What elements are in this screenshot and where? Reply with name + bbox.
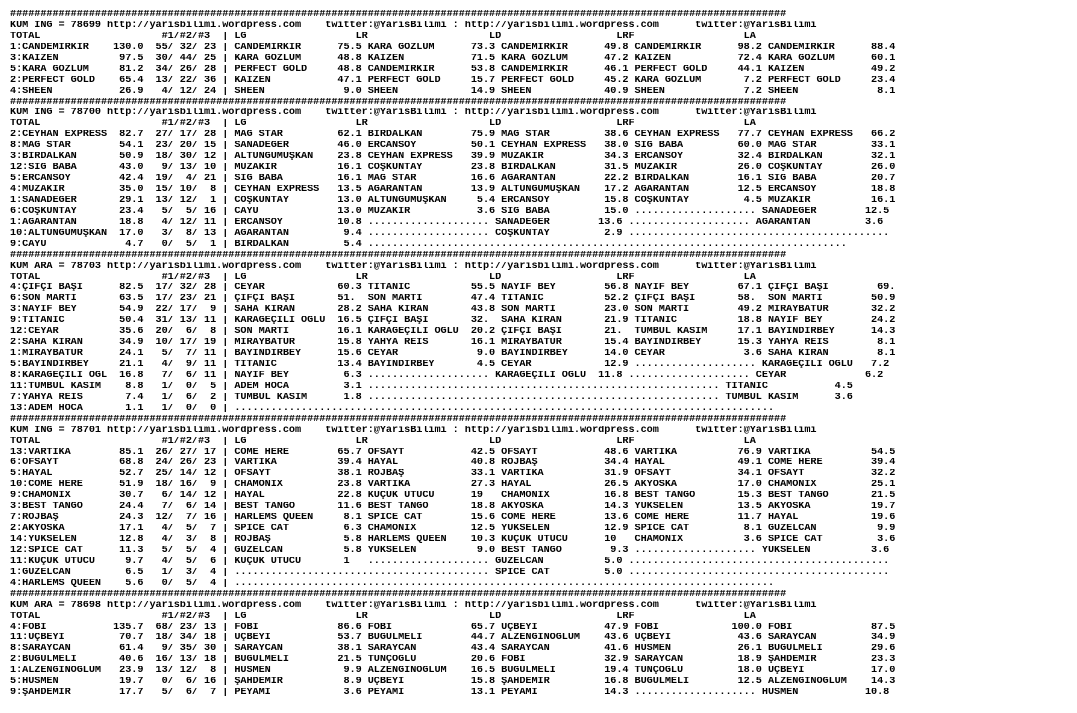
race-header-line: KUM ARA = 78703 http://yarisbilimi.wordpress.com twitter:@YarisBilimi : http://yarisbilimi.wordpress.com twitter:@YarisBilimi	[10, 261, 817, 272]
column-header-line: TOTAL #1/#2/#3 | LG LR LD LRF LA	[10, 436, 756, 447]
horse-stat-row: 2:AKYOSKA 17.1 4/ 5/ 7 | SPICE CAT 6.3 CHAMONIX 12.5 YÜKSELEN 12.9 SPICE CAT 8.1 GÜZELCAN 9.9	[10, 524, 896, 535]
column-header-line: TOTAL #1/#2/#3 | LG LR LD LRF LA	[10, 119, 756, 130]
horse-stat-row: 5:BAYINDIRBEY 21.1 4/ 9/ 11 | TITANIC 13.4 BAYINDIRBEY 4.5 CEYAR 12.9 .................... KARAGEÇİLİ OĞLU 7.2	[10, 360, 890, 370]
separator-line: ################################################################################################################################	[10, 414, 787, 425]
separator-line: ################################################################################################################################	[10, 589, 787, 600]
horse-stat-row: 6:COŞKUNTAY 23.4 5/ 5/ 16 | CAYU 13.0 MÜZAKİR 3.6 SIĞ BABA 15.0 .................... SANADEĞER 12.5	[10, 206, 890, 217]
race-header-line: KUM ING = 78701 http://yarisbilimi.wordpress.com twitter:@YarisBilimi : http://yarisbilimi.wordpress.com twitter:@YarisBilimi	[10, 425, 817, 436]
horse-stat-row: 1:SANADEĞER 29.1 13/ 12/ 1 | COŞKUNTAY 13.0 ALTUNGÜMÜŞKAN 5.4 ERCANSOY 15.8 COŞKUNTAY 4.5 MÜZAKİR 16.1	[10, 195, 896, 206]
horse-stat-row: 6:OFSAYT 68.8 24/ 26/ 23 | VARTİKA 39.4 HAYAL 40.8 ROJBAŞ 34.4 HAYAL 49.1 COME HERE 39.4	[10, 458, 896, 469]
horse-stat-row: 5:ERCANSOY 42.4 19/ 4/ 21 | SIĞ BABA 16.1 MAG STAR 16.6 AĞARANTAN 22.2 BİRDALKAN 16.1 SIĞ BABA 20.7	[10, 174, 896, 185]
horse-stat-row: 4:HARLEMS QUEEN 5.6 0/ 5/ 4 | .........................................................................................	[10, 578, 775, 589]
horse-stat-row: 4:SHEEN 26.9 4/ 12/ 24 | SHEEN 9.0 SHEEN 14.9 SHEEN 40.9 SHEEN 7.2 SHEEN 8.1	[10, 86, 896, 97]
horse-stat-row: 13:ADEM HOCA 1.1 1/ 0/ 0 | .........................................................................................	[10, 403, 775, 414]
horse-stat-row: 5:KARA GÖZLÜM 81.2 34/ 26/ 28 | PERFECT GOLD 48.8 CANDEMİRKIR 53.8 CANDEMİRKIR 46.1 PERFECT GOLD 44.1 KAIZEN 49.2	[10, 64, 896, 75]
column-header-line: TOTAL #1/#2/#3 | LG LR LD LRF LA	[10, 272, 756, 283]
horse-stat-row: 9:TITANIC 50.4 31/ 13/ 11 | KARAGEÇİLİ OĞLU 16.5 ÇİFÇİ BAŞI 32. SAHA KIRAN 21.9 TITANIC 18.8 NAYİF BEY 24.2	[10, 316, 896, 327]
horse-stat-row: 3:BİRDALKAN 50.9 18/ 30/ 12 | ALTUNGÜMÜŞKAN 23.8 CEYHAN EXPRESS 39.9 MÜZAKİR 34.3 ERCANSOY 32.4 BİRDALKAN 32.1	[10, 152, 896, 163]
column-header-line: TOTAL #1/#2/#3 | LG LR LD LRF LA	[10, 611, 756, 622]
horse-stat-row: 2:BUĞULMELİ 40.6 16/ 13/ 18 | BUĞULMELİ 21.5 TUNÇOĞLU 20.6 FOBİ 32.9 SARAYCAN 18.9 ŞAHDEMİR 23.3	[10, 655, 896, 666]
horse-stat-row: 4:MÜZAKİR 35.0 15/ 10/ 8 | CEYHAN EXPRESS 13.5 AĞARANTAN 13.9 ALTUNGÜMÜŞKAN 17.2 AĞARANTAN 12.5 ERCANSOY 18.8	[10, 185, 896, 195]
horse-stat-row: 7:YAHYA REİS 7.4 1/ 6/ 2 | TUMBUL KASIM 1.8 .......................................................... TUMBUL KASIM 3.6	[10, 392, 853, 403]
horse-stat-row: 4:ÇİFÇİ BAŞI 82.5 17/ 32/ 28 | CEYAR 60.3 TITANIC 55.5 NAYİF BEY 56.8 NAYİF BEY 67.1 ÇİFÇİ BAŞI 69.	[10, 283, 896, 294]
horse-stat-row: 4:FOBİ 135.7 68/ 23/ 13 | FOBİ 86.6 FOBİ 65.7 UÇBEYİ 47.9 FOBİ 100.0 FOBİ 87.5	[10, 622, 896, 633]
horse-stat-row: 12:SPICE CAT 11.3 5/ 5/ 4 | GÜZELCAN 5.8 YÜKSELEN 9.0 BEST TANGO 9.3 .................... YÜKSELEN 3.6	[10, 545, 890, 556]
race-statistics-document	[10, 10, 1072, 699]
horse-stat-row: 2:CEYHAN EXPRESS 82.7 27/ 17/ 28 | MAG STAR 62.1 BİRDALKAN 75.9 MAG STAR 38.6 CEYHAN EXPRESS 77.7 CEYHAN EXPRESS 66.2	[10, 130, 896, 141]
horse-stat-row: 8:KARAGEÇİLİ OĞL 16.8 7/ 6/ 11 | NAYİF BEY 6.3 .................... KARAGEÇİLİ OĞLU 11.8 .................... CEYAR 6.2	[10, 370, 884, 381]
horse-stat-row: 11:TUMBUL KASIM 8.8 1/ 0/ 5 | ADEM HOCA 3.1 .......................................................... TITANIC 4.5	[10, 381, 853, 392]
horse-stat-row: 12:CEYAR 35.6 20/ 6/ 8 | SON MARTI 16.1 KARAGEÇİLİ OĞLU 20.2 ÇİFÇİ BAŞI 21. TUMBUL KASIM 17.1 BAYINDIRBEY 14.3	[10, 327, 896, 338]
race-header-line: KUM ING = 78699 http://yarisbilimi.wordpress.com twitter:@YarisBilimi : http://yarisbilimi.wordpress.com twitter:@YarisBilimi	[10, 20, 817, 31]
horse-stat-row: 2:SAHA KIRAN 34.9 10/ 17/ 19 | MİRAYBATUR 15.8 YAHYA REİS 16.1 MİRAYBATUR 15.4 BAYINDIRBEY 15.3 YAHYA REİS 8.1	[10, 338, 896, 349]
separator-line: ################################################################################################################################	[10, 250, 787, 261]
horse-stat-row: 3:KAIZEN 97.5 30/ 44/ 25 | KARA GÖZLÜM 48.8 KAIZEN 71.5 KARA GÖZLÜM 47.2 KAIZEN 72.4 KARA GÖZLÜM 60.1	[10, 53, 896, 64]
horse-stat-row: 1:CANDEMİRKIR 130.0 55/ 32/ 23 | CANDEMİRKIR 75.5 KARA GÖZLÜM 73.3 CANDEMİRKIR 49.8 CANDEMİRKIR 98.2 CANDEMİRKIR 88.4	[10, 42, 896, 53]
horse-stat-row: 3:BEST TANGO 24.4 7/ 6/ 14 | BEST TANGO 11.6 BEST TANGO 18.8 AKYOSKA 14.3 YÜKSELEN 13.5 AKYOSKA 19.7	[10, 502, 896, 513]
horse-stat-row: 9:ŞAHDEMİR 17.7 5/ 6/ 7 | PEYAMİ 3.6 PEYAMİ 13.1 PEYAMİ 14.3 .................... HÜSMEN 10.8	[10, 688, 890, 699]
horse-stat-row: 11:KÜÇÜK ÜTÜCÜ 9.7 4/ 5/ 6 | KÜÇÜK ÜTÜCÜ 1 .................... GÜZELCAN 5.0 ...........................................	[10, 556, 890, 567]
horse-stat-row: 8:SARAYCAN 61.4 9/ 35/ 30 | SARAYCAN 38.1 SARAYCAN 43.4 SARAYCAN 41.6 HÜSMEN 26.1 BUĞULMELİ 29.6	[10, 644, 896, 655]
race-header-line: KUM ARA = 78698 http://yarisbilimi.wordpress.com twitter:@YarisBilimi : http://yarisbilimi.wordpress.com twitter:@YarisBilimi	[10, 600, 817, 611]
horse-stat-row: 10:COME HERE 51.9 18/ 16/ 9 | CHAMONIX 23.8 VARTİKA 27.3 HAYAL 26.5 AKYOSKA 17.0 CHAMONIX 25.1	[10, 480, 896, 491]
horse-stat-row: 9:CHAMONIX 30.7 6/ 14/ 12 | HAYAL 22.8 KÜÇÜK ÜTÜCÜ 19 CHAMONIX 16.8 BEST TANGO 15.3 BEST TANGO 21.5	[10, 491, 896, 502]
horse-stat-row: 2:PERFECT GOLD 65.4 13/ 22/ 36 | KAIZEN 47.1 PERFECT GOLD 15.7 PERFECT GOLD 45.2 KARA GÖZLÜM 7.2 PERFECT GOLD 23.4	[10, 75, 896, 86]
horse-stat-row: 1:MİRAYBATUR 24.1 5/ 7/ 11 | BAYINDIRBEY 15.6 CEYAR 9.0 BAYINDIRBEY 14.0 CEYAR 3.6 SAHA KIRAN 8.1	[10, 349, 896, 360]
horse-stat-row: 3:NAYİF BEY 54.9 22/ 17/ 9 | SAHA KIRAN 28.2 SAHA KIRAN 43.8 SON MARTI 23.0 SON MARTI 49.2 MİRAYBATUR 32.2	[10, 305, 896, 316]
horse-stat-row: 7:ROJBAŞ 24.3 12/ 7/ 16 | HARLEMS QUEEN 8.1 SPICE CAT 15.6 COME HERE 13.6 COME HERE 11.7 HAYAL 19.6	[10, 513, 896, 524]
separator-line: ################################################################################################################################	[10, 97, 787, 108]
column-header-line: TOTAL #1/#2/#3 | LG LR LD LRF LA	[10, 31, 756, 42]
horse-stat-row: 5:HAYAL 52.7 25/ 14/ 12 | OFSAYT 38.1 ROJBAŞ 33.1 VARTİKA 31.9 OFSAYT 34.1 OFSAYT 32.2	[10, 469, 896, 480]
horse-stat-row: 5:HÜSMEN 19.7 0/ 6/ 16 | ŞAHDEMİR 8.9 UÇBEYİ 15.8 ŞAHDEMİR 16.8 BUĞULMELİ 12.5 ALZENGİNOĞLUM 14.3	[10, 677, 896, 688]
race-header-line: KUM ING = 78700 http://yarisbilimi.wordpress.com twitter:@YarisBilimi : http://yarisbilimi.wordpress.com twitter:@YarisBilimi	[10, 108, 817, 119]
horse-stat-row: 9:CAYU 4.7 0/ 5/ 1 | BİRDALKAN 5.4 ...............................................................................	[10, 239, 847, 250]
horse-stat-row: 1:AĞARANTAN 18.8 4/ 12/ 11 | ERCANSOY 10.8 .................... SANADEĞER 13.6 .................... AĞARANTAN 3.6	[10, 217, 884, 228]
horse-stat-row: 12:SIĞ BABA 43.0 9/ 13/ 10 | MÜZAKİR 16.1 COŞKUNTAY 23.8 BİRDALKAN 31.5 MÜZAKİR 26.0 COŞKUNTAY 26.0	[10, 163, 896, 174]
horse-stat-row: 1:GÜZELCAN 6.5 1/ 3/ 4 | .......................................... SPICE CAT 5.0 ...........................................	[10, 567, 890, 578]
horse-stat-row: 8:MAG STAR 54.1 23/ 20/ 15 | SANADEĞER 46.0 ERCANSOY 50.1 CEYHAN EXPRESS 38.0 SIĞ BABA 60.0 MAG STAR 33.1	[10, 141, 896, 152]
separator-line: ################################################################################################################################	[10, 10, 787, 20]
horse-stat-row: 13:VARTİKA 85.1 26/ 27/ 17 | COME HERE 65.7 OFSAYT 42.5 OFSAYT 48.6 VARTİKA 76.9 VARTİKA 54.5	[10, 447, 896, 458]
horse-stat-row: 10:ALTUNGÜMÜŞKAN 17.0 3/ 8/ 13 | AĞARANTAN 9.4 .................... COŞKUNTAY 2.9 ...........................................	[10, 228, 890, 239]
horse-stat-row: 1:ALZENGİNOĞLUM 23.9 13/ 12/ 8 | HÜSMEN 9.9 ALZENGİNOĞLUM 16.5 BUĞULMELİ 19.4 TUNÇOĞLU 18.0 UÇBEYİ 17.0	[10, 666, 896, 677]
horse-stat-row: 11:UÇBEYİ 70.7 18/ 34/ 18 | UÇBEYİ 53.7 BUĞULMELİ 44.7 ALZENGİNOĞLUM 43.6 UÇBEYİ 43.6 SARAYCAN 34.9	[10, 633, 896, 644]
horse-stat-row: 14:YÜKSELEN 12.8 4/ 3/ 8 | ROJBAŞ 5.8 HARLEMS QUEEN 10.3 KÜÇÜK ÜTÜCÜ 10 CHAMONIX 3.6 SPICE CAT 3.6	[10, 535, 896, 545]
horse-stat-row: 6:SON MARTI 63.5 17/ 23/ 21 | ÇİFÇİ BAŞI 51. SON MARTI 47.4 TITANIC 52.2 ÇİFÇİ BAŞI 58. SON MARTI 50.9	[10, 294, 896, 305]
